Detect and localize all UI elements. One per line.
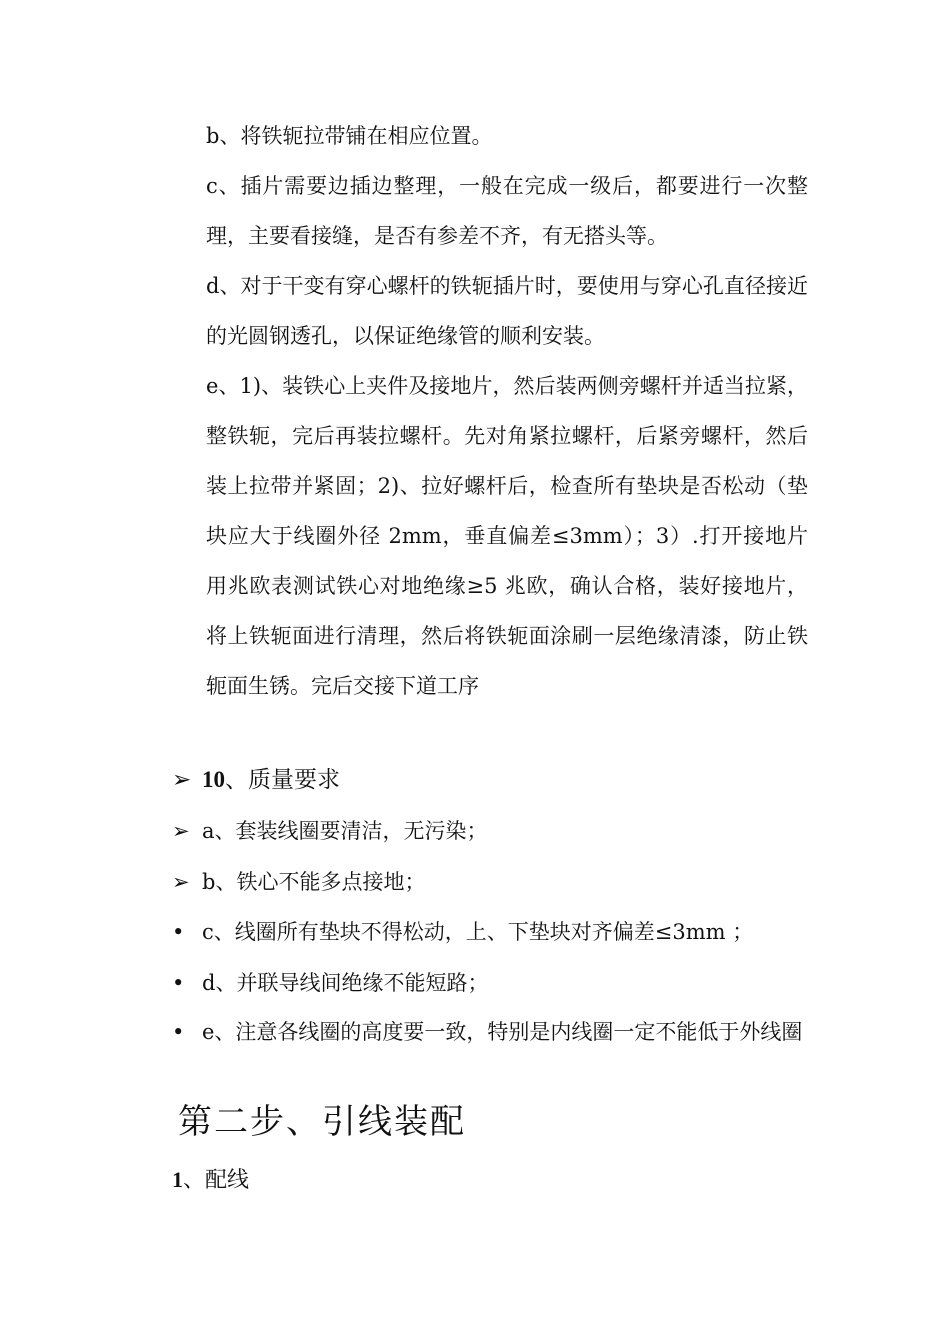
quality-item-text: e、注意各线圈的高度要一致，特别是内线圈一定不能低于外线圈 [202,1020,803,1044]
step-b-paragraph: b、将铁轭拉带铺在相应位置。 [206,124,493,148]
arrow-bullet-icon: ➢ [172,819,190,843]
dot-bullet-icon: • [172,920,185,944]
quality-item-text: b、铁心不能多点接地； [202,870,426,894]
quality-item-text: a、套装线圈要清洁，无污染； [202,819,488,843]
section-title: 第二步、引线装配 [178,1102,466,1142]
arrow-bullet-icon: ➢ [172,870,190,894]
dot-bullet-icon: • [172,971,185,995]
step-d-paragraph: d、对于干变有穿心螺杆的铁轭插片时，要使用与穿心孔直径接近的光圆钢透孔，以保证绝缘管的顺利安装。 [206,274,808,348]
quality-item-text: d、并联导线间绝缘不能短路； [202,971,489,995]
subsection-title [172,1155,249,1206]
subsection-text: 、配线 [183,1168,250,1193]
quality-item-text: c、线圈所有垫块不得松动，上、下垫块对齐偏差≤3mm ； [202,920,754,944]
step-c-paragraph: c、插片需要边插边整理，一般在完成一级后，都要进行一次整理，主要看接缝，是否有参差不齐，有无搭头等。 [206,174,808,248]
step-e-paragraph: e、1)、装铁心上夹件及接地片，然后装两侧旁螺杆并适当拉紧，整铁轭，完后再装拉螺杆。先对角紧拉螺杆，后紧旁螺杆，然后装上拉带并紧固；2)、拉好螺杆后，检查所有垫块是否松动（垫块应大于线圈外径 2mm，垂直偏差≤3mm）；3）.打开接地片用兆欧表测试铁心对地绝缘≥5 兆欧，确认合格，装好接地片，将上铁轭面进行清理，然后将铁轭面涂刷一层绝缘清漆，防止铁轭面生锈。完后交接下道工序 [206,374,808,698]
dot-bullet-icon: • [172,1020,185,1044]
arrow-bullet-icon: ➢ [172,767,192,793]
quality-heading-number: 10 [202,767,225,792]
subsection-number: 1 [172,1167,183,1192]
quality-heading-text: 、质量要求 [225,767,340,793]
